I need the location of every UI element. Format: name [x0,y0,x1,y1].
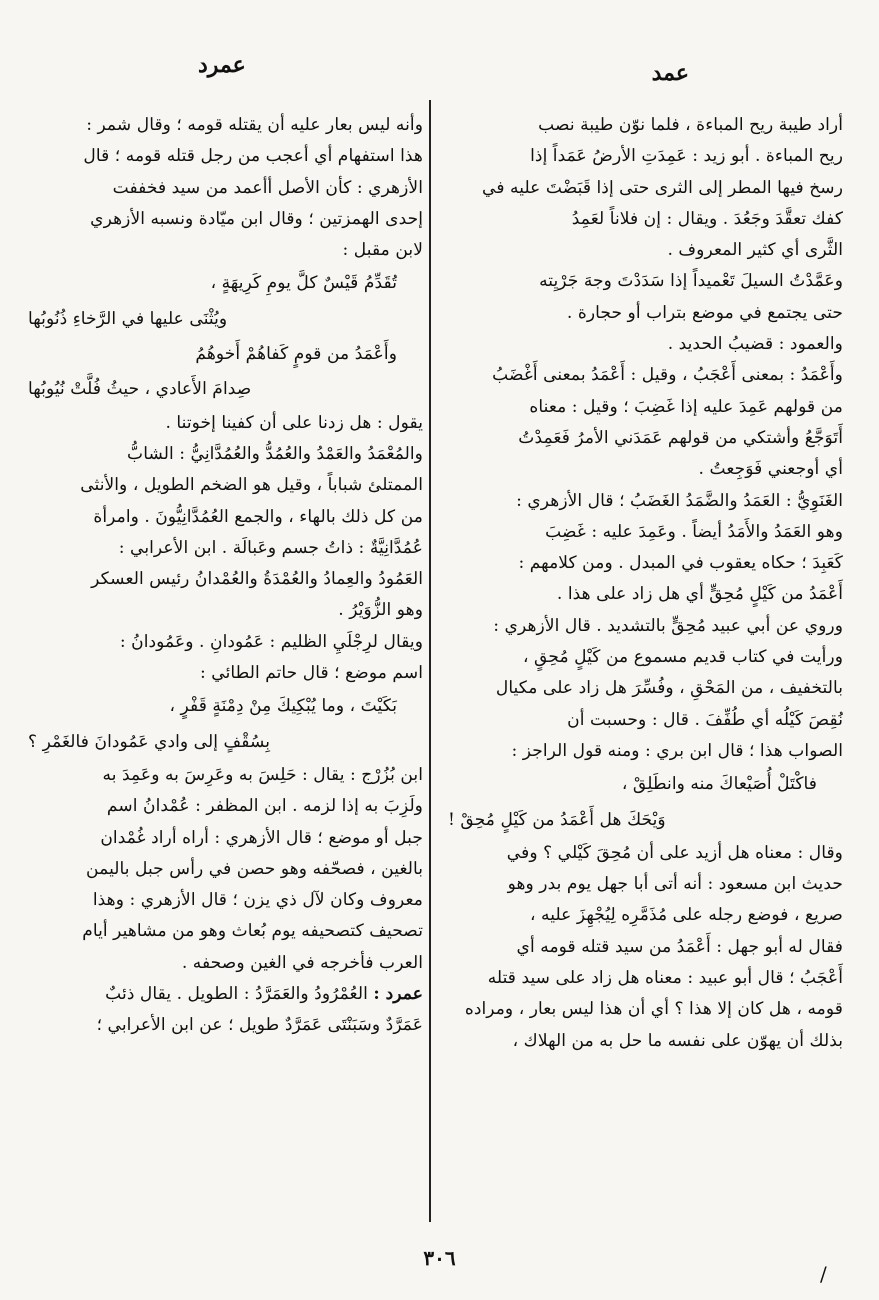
text-line: وهو العَمَدُ والأَمَدُ أيضاً . وعَمِدَ عليه : غَضِبَ [545,521,843,542]
text-line: بالتخفيف ، من المَحْقِ ، وفُسِّرَ هل زاد على مكيال [495,678,843,699]
text-line: العَمُودُ والعِمادُ والعُمْدَةُ والعُمْدانُ رئيس العسكر [91,569,423,590]
text-line: قومه ، هل كان إلا هذا ؟ أي أن هذا ليس بعار ، ومراده [464,999,843,1020]
text-line: وهو الزُّوَيْرُ . [338,600,423,621]
text-line: وعَمَّدْتُ السيلَ تَعْميداً إذا سَدَدْتَ وجهَ جَرْيِته [539,271,843,292]
text-line: صريع ، فوضع رجله على مُذَمَّرِه لِيُجْهِزَ عليه ، [530,905,843,926]
text-line: عُمُدَّانِيَّةٌ : ذاتُ جسم وعَبالَة . ابن الأعرابي : [118,537,423,558]
text-line: من قولهم عَمِدَ عليه إذا غَضِبَ ؛ وقيل : معناه [529,396,843,417]
verse-line: وأَعْمَدُ من قومٍ كَفاهُمْ أَخوهُمُ [195,344,397,365]
text-line: أَتَوَجَّعُ وأشتكي من قولهم عَمَدَني الأمرُ فَعَمِدْتُ [518,427,843,448]
verse-line: بَكَيْتَ ، وما يُبْكِيكَ مِنْ دِمْنَةٍ قَفْرٍ ، [169,696,397,717]
text-line: ويقال لرِجْلَيِ الظليم : عَمُودانِ . وعَمُودانُ : [119,631,423,652]
entry-text: العُمْرُودُ والعَمَرَّدُ : الطويل . يقال ذئبٌ [105,984,374,1005]
margin-mark: / [820,1262,827,1286]
text-line: الأزهري : كأن الأصل أأعمد من سيد فخففت [112,177,423,198]
entry-headword: عمرد : [373,984,423,1005]
verse-line: بِسُقْفٍ إلى وادي عَمُودانَ فالغَمْرِ ؟ [28,731,271,752]
text-line: كفك تعقَّدَ وجَعُدَ . ويقال : إن فلاناً لعَمِدُ [571,208,843,229]
text-line: اسم موضع ؛ قال حاتم الطائي : [200,663,423,684]
text-line: جبل أو موضع ؛ قال الأزهري : أراه أراد غُمْدان [100,827,423,848]
entry-amrad [18,979,423,1010]
verse-line: فاكْتَلْ أُصَيْعاكَ منه وانطَلِقْ ، [621,774,817,795]
text-line: وروي عن أبي عبيد مُحِقٍّ بالتشديد . قال الأزهري : [493,615,843,636]
page-number: ٣٠٦ [423,1246,456,1270]
header-right-word: عمد [651,60,689,86]
text-line: فقال له أبو جهل : أَعْمَدُ من سيد قتله قومه أي [516,936,843,957]
text-line: لابن مقبل : [342,240,423,261]
text-line: والمُعْمَدُ والعَمْدُ والعُمُدُّ والعُمُدَّانِيُّ : الشابُّ [127,443,423,464]
text-line: من كل ذلك بالهاء ، والجمع العُمُدَّانِيُّونَ . وامرأة [93,506,423,527]
text-line: ابن بُزُرْج : يقال : حَلِسَ به وعَرِسَ به وعَمِدَ به [102,764,423,785]
text-line: والعمود : قضيبُ الحديد . [667,334,843,355]
text-line: يقول : هل زدنا على أن كفينا إخوتنا . [165,412,423,433]
text-line: الصواب هذا ؛ قال ابن بري : ومنه قول الراجز : [511,740,843,761]
text-line: وأنه ليس بعار عليه أن يقتله قومه ؛ وقال شمر : [86,115,423,135]
text-line: الممتلئ شباباً ، وقيل هو الضخم الطويل ، والأنثى [80,475,423,496]
verse-line: ويُثْنَى عليها في الرَّخاءِ ذُنُوبُها [28,308,228,329]
text-line: حتى يجتمع في موضع بتراب أو حجارة . [566,302,843,323]
text-line: وقال : معناه هل أزيد على أن مُحِقَ كَيْلي ؟ وفي [506,842,843,863]
text-line: رسخ فيها المطر إلى الثرى حتى إذا قَبَضْتَ عليه في [482,177,843,198]
text-line: إحدى الهمزتين ؛ وقال ابن ميّادة ونسبه الأزهري [90,208,423,229]
text-line: الغَنَوِيُّ : العَمَدُ والضَّمَدُ الغَضَبُ ؛ قال الأزهري : [516,490,843,511]
text-line: أي أوجعني فَوَجِعتُ . [698,459,843,480]
text-line: أَعْمَدُ من كَيْلٍ مُحِقٍّ أي هل زاد على هذا . [556,584,843,605]
text-line: نُقِصَ كَيْلُه أي طُفِّفَ . قال : وحسبت أن [567,709,843,730]
text-line: بالغين ، فصحّفه وهو حصن في رأس جبل باليمن [86,858,423,879]
text-line: الثَّرى أي كثير المعروف . [667,240,843,261]
text-line: تصحيف كتصحيفه يوم بُعاث وهو من مشاهير أيام [82,921,423,942]
right-column [438,110,843,1218]
text-line: أَعْجَبُ ؛ قال أبو عبيد : معناه هل زاد على سيد قتله [487,968,843,989]
text-line: أراد طيبة ريح المباءة ، فلما نوّن طيبة نصب [538,115,843,135]
left-column [18,110,423,1218]
text-line: ريح المباءة . أبو زيد : عَمِدَتِ الأرضُ عَمَداً إذا [530,146,843,167]
text-line: وأَعْمَدُ : بمعنى أَعْجَبُ ، وقيل : أَعْمَدُ بمعنى أَغْضَبُ [492,365,843,386]
column-divider [429,100,431,1222]
text-line: معروف وكان لآل ذي يزن ؛ قال الأزهري : وهذا [92,890,423,911]
text-line: عَمَرَّدٌ وسَبَنْتَى عَمَرَّدٌ طويل ؛ عن ابن الأعرابي ؛ [96,1015,423,1036]
text-line: ولَزِبَ به إذا لزمه . ابن المظفر : عُمْدانُ اسم [106,796,423,817]
text-line: ورأيت في كتاب قديم مسموع من كَيْلٍ مُحِقٍ ، [523,647,843,668]
verse-line: تُقَدِّمُ قَيْسٌ كلَّ يومِ كَرِيهَةٍ ، [210,273,397,294]
text-line: هذا استفهام أي أعجب من رجل قتله قومه ؛ قال [83,146,423,167]
verse-line: وَيْحَكَ هل أَعْمَدُ من كَيْلٍ مُحِقْ ! [448,809,666,830]
text-line: كَعَبِدَ ؛ حكاه يعقوب في المبدل . ومن كلامهم : [518,553,843,574]
verse-line: صِدامَ الأَعادي ، حيثُ فُلَّتْ نُيُوبُها [28,379,252,400]
text-line: العرب فأخرجه في الغين وصحفه . [181,952,423,973]
page-header [0,52,879,98]
text-line: حديث ابن مسعود : أنه أتى أبا جهل يوم بدر وهو [507,874,843,895]
text-line: بذلك أن يهوّن على نفسه ما حل به من الهلاك ، [512,1030,843,1051]
header-left-word: عمرد [198,52,246,78]
